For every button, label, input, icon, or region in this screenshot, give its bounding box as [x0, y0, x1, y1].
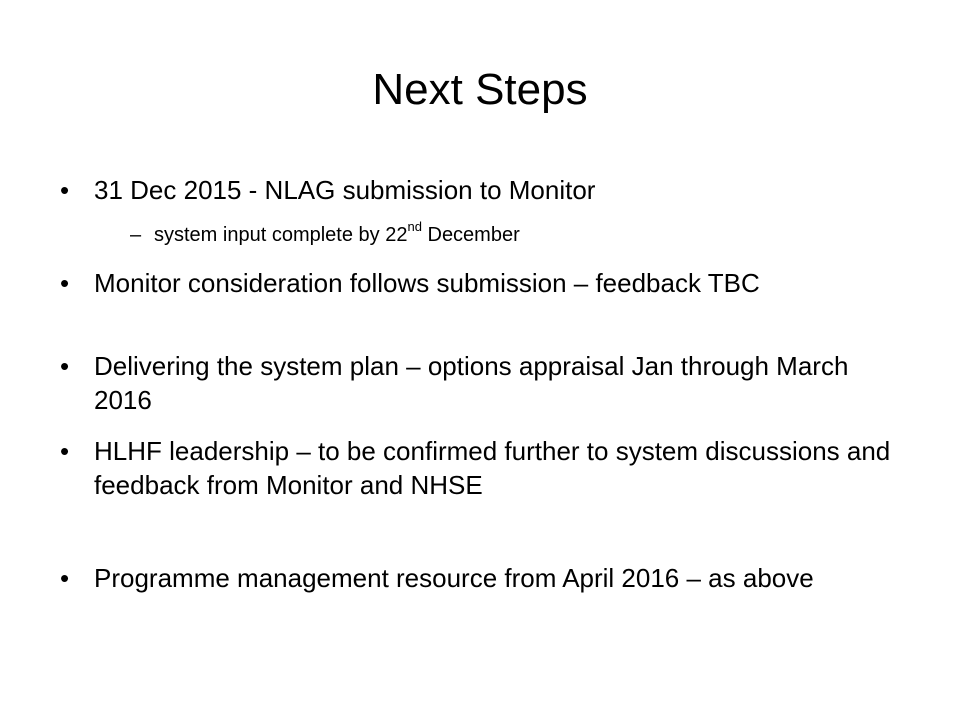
- bullet-marker: •: [60, 351, 70, 381]
- slide-title: Next Steps: [372, 65, 588, 114]
- ordinal-superscript: nd: [407, 219, 422, 235]
- bullet-item-4: [60, 434, 910, 502]
- bullet-marker: •: [60, 436, 70, 466]
- bullet-marker: •: [60, 175, 70, 205]
- sub-bullet-text-suffix: December: [421, 224, 520, 246]
- bullet-item-2: [60, 266, 910, 300]
- bullet-item-5: [60, 561, 910, 595]
- bullet-marker: •: [60, 268, 70, 298]
- sub-bullet-item: [130, 220, 830, 250]
- sub-bullet-text-prefix: system input complete by 22: [154, 224, 408, 246]
- bullet-text: Programme management resource from April 2016 – as above: [94, 563, 814, 593]
- sub-bullet-marker: –: [130, 224, 142, 246]
- bullet-item-1: [60, 173, 910, 207]
- bullet-text: 31 Dec 2015 - NLAG submission to Monitor: [94, 175, 596, 205]
- bullet-marker: •: [60, 563, 70, 593]
- bullet-item-3: [60, 349, 910, 417]
- bullet-text: Delivering the system plan – options appraisal Jan through March 2016: [94, 351, 849, 415]
- bullet-text: HLHF leadership – to be confirmed further to system discussions and feedback from Monitor and NHSE: [94, 436, 891, 500]
- bullet-text: Monitor consideration follows submission – feedback TBC: [94, 268, 760, 298]
